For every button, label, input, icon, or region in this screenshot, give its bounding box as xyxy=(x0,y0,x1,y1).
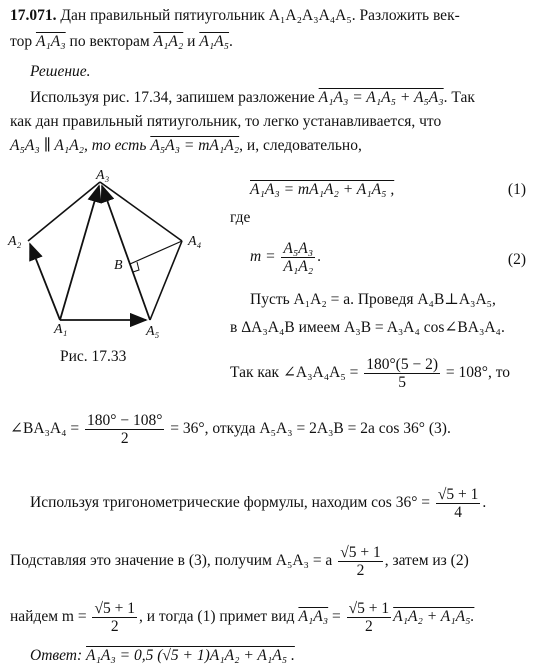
fraction-denominator: 2 xyxy=(110,618,119,635)
text-fragment: . xyxy=(229,33,233,50)
vector-a5a3-arrow xyxy=(102,186,150,320)
fraction-numerator: 180°(5 − 2) xyxy=(366,356,438,373)
fraction-numerator: √5 + 1 xyxy=(437,486,479,503)
text-fragment: = xyxy=(328,608,341,626)
paragraph1-line3 xyxy=(10,136,532,156)
edge-a3a4 xyxy=(100,182,182,241)
angle-fraction-2 xyxy=(85,412,164,447)
text-fragment: = 36°, откуда A₅A₃ = 2A₃B = 2a cos 36° (3). xyxy=(170,420,451,438)
text-fragment: , и тогда (1) примет вид xyxy=(138,608,299,626)
where-label: где xyxy=(230,209,251,226)
equation-2 xyxy=(250,240,321,275)
text-fragment: . Так xyxy=(443,89,475,106)
paragraph4 xyxy=(30,486,532,521)
right-angle-mark xyxy=(133,262,139,272)
pentagon-figure xyxy=(4,168,220,372)
figure-caption: Рис. 17.33 xyxy=(60,348,127,365)
fraction-numerator: √5 + 1 xyxy=(348,600,390,617)
text-fragment: , затем из (2) xyxy=(384,552,469,570)
answer-line xyxy=(30,646,532,666)
label-b: B xyxy=(114,258,123,273)
problem-text: Дан правильный пятиугольник A₁A₂A₃A₄A₅. Разложить век- xyxy=(60,7,460,24)
angle-fraction xyxy=(364,356,440,391)
fraction-denominator: 5 xyxy=(398,374,406,391)
answer-label: Ответ: xyxy=(30,647,83,664)
fraction-denominator: 2 xyxy=(365,618,373,635)
equation-decomposition: A₁A₃ = A₁A₅ + A₅A₃ xyxy=(318,89,444,106)
equation-1: A₁A₃ = mA₁A₂ + A₁A₅ , xyxy=(250,181,395,198)
fraction-denominator: 2 xyxy=(356,562,365,579)
a5a3-fraction xyxy=(338,544,383,579)
problem-statement-line1 xyxy=(10,6,532,26)
pentagon-diagram xyxy=(4,168,220,348)
cos36-fraction xyxy=(436,486,481,521)
vector-a1a3-arrow xyxy=(60,186,99,320)
label-a2: A₂ xyxy=(8,234,22,249)
fraction-numerator: A₅A₃ xyxy=(283,240,314,257)
label-a5: A₅ xyxy=(146,324,160,339)
text-fragment: A₅A₃ ∥ A₁A₂, то есть xyxy=(10,137,151,154)
text-fragment: найдем m = xyxy=(10,608,87,626)
equation-2-number: (2) xyxy=(507,251,526,268)
label-a1: A₁ xyxy=(54,322,68,337)
fraction-denominator: A₁A₂ xyxy=(283,258,314,275)
answer-text: A₁A₃ = 0,5 (√5 + 1)A₁A₂ + A₁A₅ . xyxy=(86,647,295,664)
fraction-numerator: 180° − 108° xyxy=(87,412,163,429)
text-fragment: и xyxy=(183,33,200,50)
text-fragment: , и, следовательно, xyxy=(239,137,362,154)
m-fraction xyxy=(281,240,315,275)
paragraph2-line2: в ΔA₃A₄B имеем A₃B = A₃A₄ cos∠BA₃A₄. xyxy=(230,319,505,336)
vector-a1a3: A₁A₃ xyxy=(298,608,329,626)
problem-statement-line2 xyxy=(10,32,532,52)
text-fragment: = 108°, то xyxy=(445,364,511,382)
vector-a1a3: A₁A₃ xyxy=(35,33,66,50)
vector-a1a2-arrow xyxy=(30,244,60,320)
text-fragment: Используя рис. 17.34, запишем разложение xyxy=(30,89,319,106)
m-value-fraction xyxy=(92,600,137,635)
paragraph2-line3 xyxy=(230,356,510,391)
edge-a3a2 xyxy=(28,182,100,241)
fraction-denominator: 4 xyxy=(454,504,463,521)
text-fragment: Так как ∠A₃A₄A₅ = xyxy=(230,364,359,382)
paragraph1-line1 xyxy=(30,88,532,108)
paragraph3 xyxy=(10,412,532,447)
result-fraction xyxy=(347,600,392,635)
label-a4: A₄ xyxy=(188,234,202,249)
text-fragment: . xyxy=(482,494,487,512)
text-fragment: A₁A₂ + A₁A₅. xyxy=(393,608,475,626)
label-a3: A₃ xyxy=(96,168,110,183)
paragraph1-line2: как дан правильный пятиугольник, то легко устанавливается, что xyxy=(10,113,442,130)
fraction-numerator: √5 + 1 xyxy=(94,600,135,617)
fraction-denominator: 2 xyxy=(120,430,129,447)
vector-a1a5: A₁A₅ xyxy=(199,33,230,50)
equation-parallel: A₅A₃ = mA₁A₂ xyxy=(150,137,240,154)
solution-label: Решение. xyxy=(30,63,91,80)
vector-a1a2: A₁A₂ xyxy=(153,33,184,50)
paragraph5 xyxy=(10,544,532,579)
text-fragment: Подставляя это значение в (3), получим A₅A₃ = a xyxy=(10,552,333,570)
text-fragment: ∠BA₃A₄ = xyxy=(10,420,80,438)
m-lhs: m = xyxy=(250,248,276,266)
problem-number: 17.071. xyxy=(10,7,57,24)
text-fragment: . xyxy=(317,248,321,266)
text-fragment: Используя тригонометрические формулы, находим cos 36° = xyxy=(30,494,431,512)
text-fragment: по векторам xyxy=(65,33,154,50)
equation-1-number: (1) xyxy=(507,181,526,198)
fraction-numerator: √5 + 1 xyxy=(340,544,381,561)
paragraph2-line1: Пусть A₁A₂ = a. Проведя A₄B⊥A₃A₅, xyxy=(250,291,496,308)
text-fragment: тор xyxy=(10,33,36,50)
paragraph6 xyxy=(10,600,532,635)
